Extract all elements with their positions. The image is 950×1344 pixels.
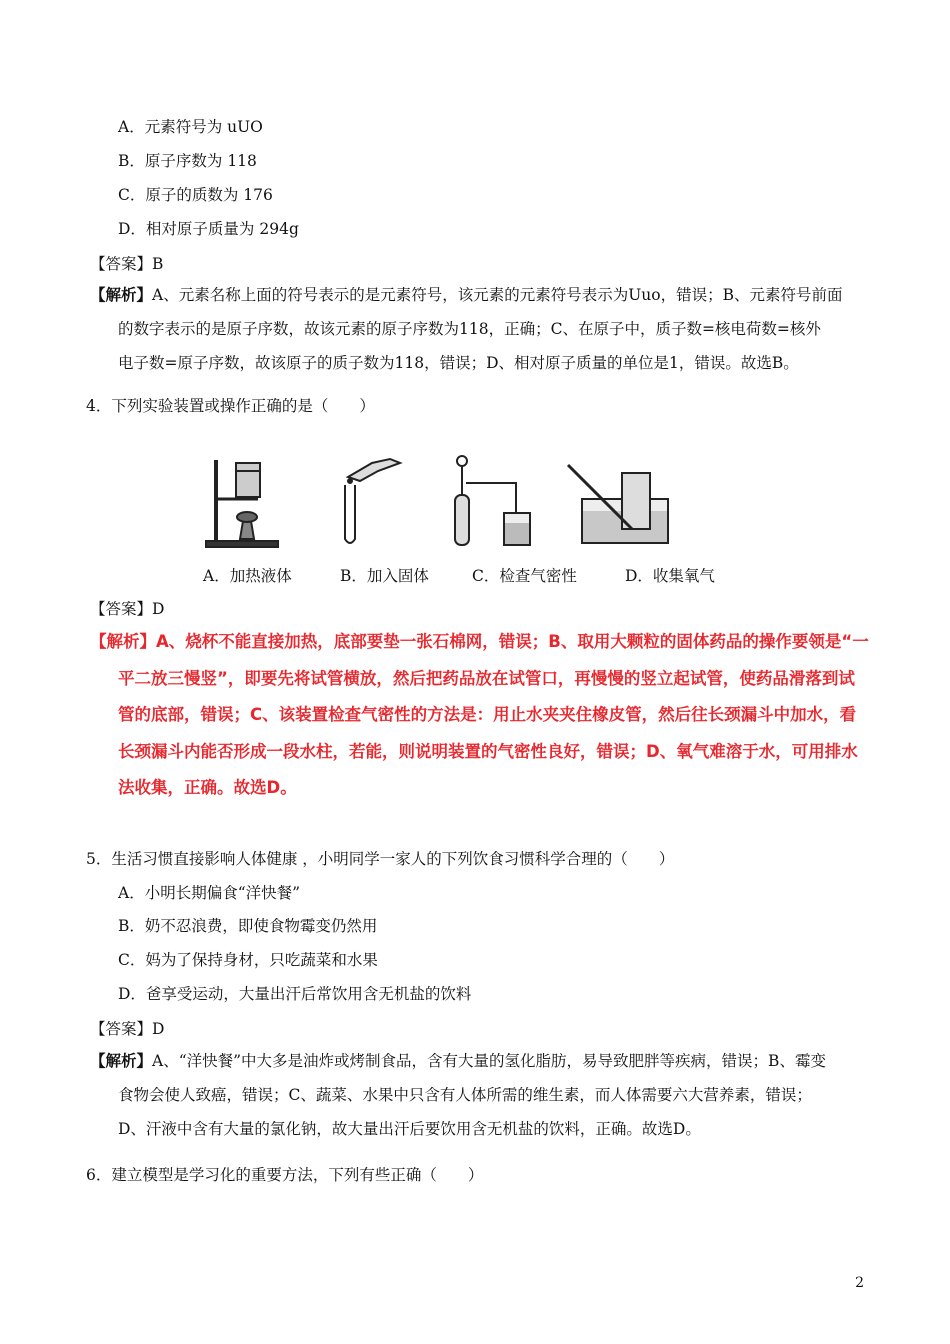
q3-explanation-line3: 电子数=原子序数，故该原子的质子数为118，错误；D、相对原子质量的单位是1，错误。故选B。 xyxy=(118,354,799,372)
q4-explanation-line5: 法收集，正确。故选D。 xyxy=(118,778,297,797)
q5-answer: 【答案】D xyxy=(90,1020,165,1038)
heating-stand-illustration xyxy=(206,460,278,547)
q3-answer: 【答案】B xyxy=(90,255,164,273)
q4-answer: 【答案】D xyxy=(90,600,165,618)
q5-explanation-line1: A、“洋快餐”中大多是油炸或烤制食品，含有大量的氢化脂肪，易导致肥胖等疾病，错误；B、霉变 xyxy=(152,1052,826,1070)
q4-caption-c: C．检查气密性 xyxy=(472,567,577,585)
q5-option-a: A．小明长期偏食“洋快餐” xyxy=(118,884,301,902)
q4-explanation-line2: 平二放三慢竖”，即要先将试管横放，然后把药品放在试管口，再慢慢的竖立起试管，使药品滑落到试 xyxy=(118,668,855,688)
q5-explanation-line2: 食物会使人致癌，错误；C、蔬菜、水果中只含有人体所需的维生素，而人体需要六大营养素，错误； xyxy=(118,1086,812,1104)
water-collection-illustration xyxy=(568,465,668,543)
q4-stem: 4．下列实验装置或操作正确的是（ ） xyxy=(86,397,375,415)
q4-caption-d: D．收集氧气 xyxy=(625,567,715,585)
q4-explanation xyxy=(90,624,875,807)
q3-option-c: C．原子的质数为 176 xyxy=(118,186,273,204)
q3-explanation-tag: 【解析】 xyxy=(90,285,153,304)
q5-explanation xyxy=(90,1044,875,1146)
q5-explanation-tag: 【解析】 xyxy=(90,1051,153,1070)
q5-option-d: D．爸享受运动，大量出汗后常饮用含无机盐的饮料 xyxy=(118,985,472,1003)
q4-explanation-line3: 管的底部，错误；C、该装置检查气密性的方法是：用止水夹夹住橡皮管，然后往长颈漏斗中加水，看 xyxy=(118,705,857,724)
q5-explanation-line3: D、汗液中含有大量的氯化钠，故大量出汗后要饮用含无机盐的饮料，正确。故选D。 xyxy=(118,1120,701,1138)
q4-explanation-line1: 【解析】A、烧杯不能直接加热，底部要垫一张石棉网，错误；B、取用大颗粒的固体药品的操作要领是“一 xyxy=(90,632,869,651)
q3-option-d: D．相对原子质量为 294g xyxy=(118,220,299,238)
test-tube-illustration xyxy=(345,459,400,543)
q5-option-c: C．妈为了保持身材，只吃蔬菜和水果 xyxy=(118,951,378,969)
q3-explanation-line1: A、元素名称上面的符号表示的是元素符号，该元素的元素符号表示为Uuo，错误；B、元素符号前面 xyxy=(152,286,843,304)
q5-option-b: B．奶不忍浪费，即使食物霉变仍然用 xyxy=(118,917,378,935)
q5-stem: 5．生活习惯直接影响人体健康 ，小明同学一家人的下列饮食习惯科学合理的（ ） xyxy=(86,850,675,868)
airtightness-check-illustration xyxy=(455,456,530,545)
q4-explanation-line4: 长颈漏斗内能否形成一段水柱，若能，则说明装置的气密性良好，错误；D、氧气难溶于水，可用排水 xyxy=(118,741,858,761)
q3-explanation xyxy=(90,278,875,380)
q4-caption-b: B．加入固体 xyxy=(340,567,429,585)
q6-stem: 6．建立模型是学习化的重要方法，下列有些正确（ ） xyxy=(86,1166,484,1184)
q3-option-b: B．原子序数为 118 xyxy=(118,152,257,170)
page-number: 2 xyxy=(855,1275,864,1291)
q3-explanation-line2: 的数字表示的是原子序数，故该元素的原子序数为118，正确；C、在原子中，质子数=核电荷数=核外 xyxy=(118,320,821,338)
q3-option-a: A．元素符号为 uUO xyxy=(118,118,263,136)
q4-apparatus-figure xyxy=(200,455,730,565)
q4-caption-a: A．加热液体 xyxy=(203,567,292,585)
